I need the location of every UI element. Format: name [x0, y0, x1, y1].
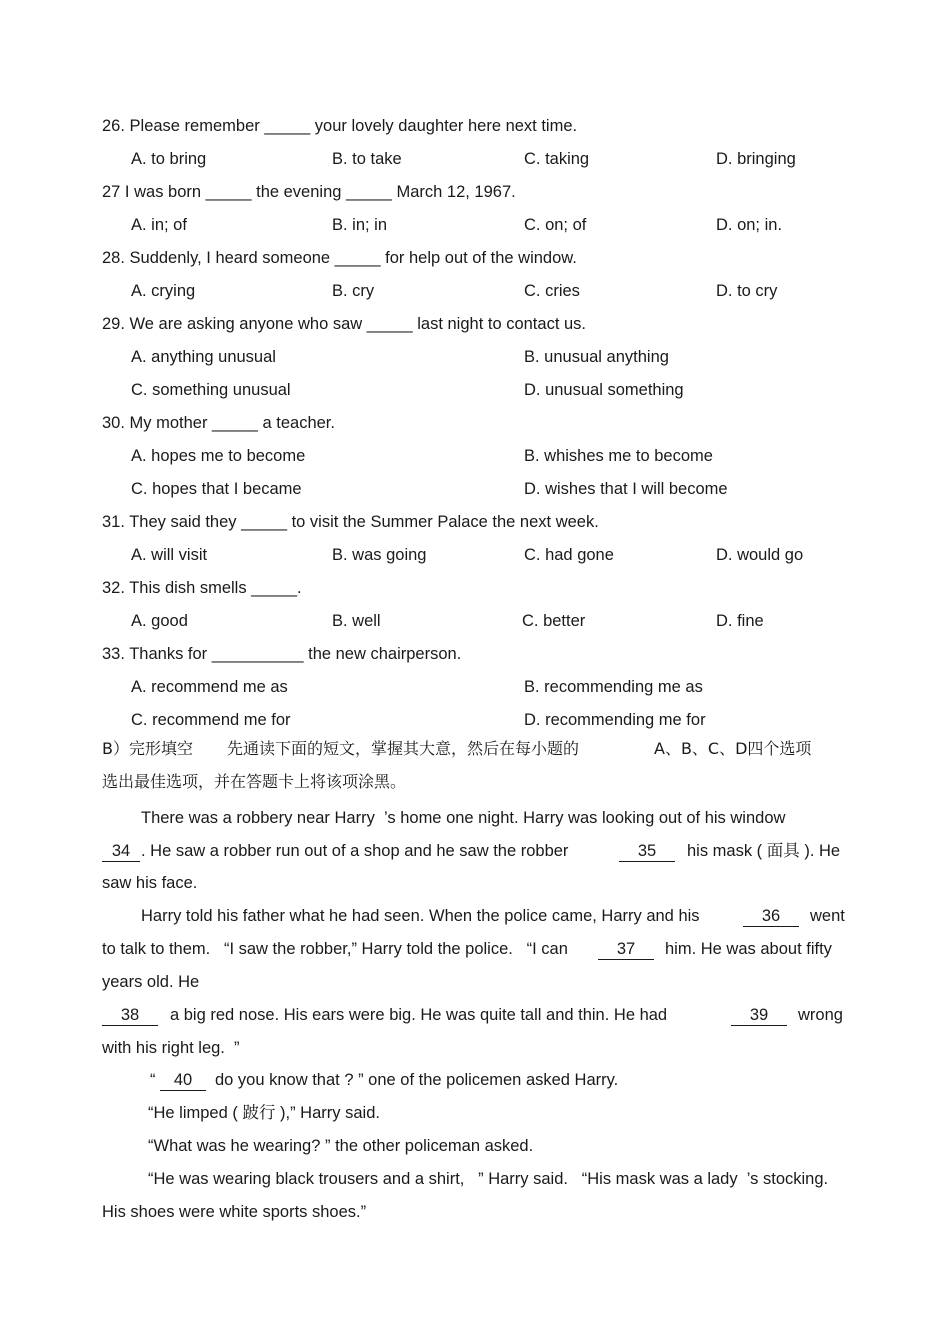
question-26-stem: 26. Please remember _____ your lovely daughter here next time.	[102, 117, 578, 135]
option-29-a: A. anything unusual	[131, 348, 276, 366]
option-28-a: A. crying	[131, 282, 196, 300]
section-b-title: B）完形填空	[102, 739, 193, 758]
section-b-options-note: A、B、C、D四个选项	[654, 739, 812, 758]
option-29-d: D. unusual something	[524, 381, 684, 399]
option-26-d: D. bringing	[716, 150, 796, 168]
option-26-c: C. taking	[524, 150, 590, 168]
question-29-stem: 29. We are asking anyone who saw _____ last night to contact us.	[102, 315, 586, 333]
passage-line: “He was wearing black trousers and a shirt, ” Harry said. “His mask was a lady ’s stocking.	[148, 1170, 829, 1188]
passage-line: with his right leg. ”	[102, 1039, 240, 1057]
passage-line: wrong	[798, 1006, 843, 1024]
option-28-c: C. cries	[524, 282, 580, 300]
passage-quote-mark: “	[150, 1071, 156, 1089]
passage-line: There was a robbery near Harry ’s home one night. Harry was looking out of his window	[141, 809, 786, 827]
blank-35: 35	[619, 841, 675, 862]
blank-36: 36	[743, 906, 799, 927]
passage-line: his mask ( 面具 ). He	[687, 842, 841, 860]
option-31-c: C. had gone	[524, 546, 614, 564]
question-30-stem: 30. My mother _____ a teacher.	[102, 414, 335, 432]
option-26-a: A. to bring	[131, 150, 207, 168]
blank-39: 39	[731, 1005, 787, 1026]
option-33-d: D. recommending me for	[524, 711, 706, 729]
option-30-d: D. wishes that I will become	[524, 480, 728, 498]
passage-line: went	[810, 907, 845, 925]
passage-line: to talk to them. “I saw the robber,” Harry told the police. “I can	[102, 940, 568, 958]
blank-34: 34	[102, 841, 140, 862]
passage-line: “He limped ( 跛行 ),” Harry said.	[148, 1104, 380, 1122]
option-32-d: D. fine	[716, 612, 764, 630]
passage-line: His shoes were white sports shoes.”	[102, 1203, 367, 1221]
passage-line: Harry told his father what he had seen. When the police came, Harry and his	[141, 907, 700, 925]
option-31-a: A. will visit	[131, 546, 208, 564]
option-27-b: B. in; in	[332, 216, 388, 234]
option-32-c: C. better	[522, 612, 586, 630]
option-32-b: B. well	[332, 612, 381, 630]
passage-line: “What was he wearing? ” the other policeman asked.	[148, 1137, 534, 1155]
option-29-b: B. unusual anything	[524, 348, 669, 366]
question-33-stem: 33. Thanks for __________ the new chairperson.	[102, 645, 462, 663]
option-30-c: C. hopes that I became	[131, 480, 302, 498]
option-28-b: B. cry	[332, 282, 375, 300]
option-26-b: B. to take	[332, 150, 402, 168]
section-b-instruction-line2: 选出最佳选项，并在答题卡上将该项涂黑。	[102, 772, 407, 791]
option-27-d: D. on; in.	[716, 216, 783, 234]
question-28-stem: 28. Suddenly, I heard someone _____ for help out of the window.	[102, 249, 577, 267]
option-27-c: C. on; of	[524, 216, 587, 234]
section-b-instruction: 先通读下面的短文，掌握其大意，然后在每小题的	[227, 739, 580, 758]
option-28-d: D. to cry	[716, 282, 778, 300]
option-30-b: B. whishes me to become	[524, 447, 713, 465]
passage-line: years old. He	[102, 973, 200, 991]
option-31-d: D. would go	[716, 546, 804, 564]
passage-line: him. He was about fifty	[665, 940, 832, 958]
blank-37: 37	[598, 939, 654, 960]
passage-line: do you know that ? ” one of the policemen asked Harry.	[215, 1071, 619, 1089]
passage-line: . He saw a robber run out of a shop and he saw the robber	[141, 842, 569, 860]
passage-line: saw his face.	[102, 874, 198, 892]
question-32-stem: 32. This dish smells _____.	[102, 579, 302, 597]
blank-40: 40	[160, 1070, 206, 1091]
question-27-stem: 27 I was born _____ the evening _____ March 12, 1967.	[102, 183, 516, 201]
option-30-a: A. hopes me to become	[131, 447, 306, 465]
passage-line: a big red nose. His ears were big. He was quite tall and thin. He had	[170, 1006, 668, 1024]
option-29-c: C. something unusual	[131, 381, 291, 399]
option-33-c: C. recommend me for	[131, 711, 291, 729]
option-32-a: A. good	[131, 612, 188, 630]
option-27-a: A. in; of	[131, 216, 187, 234]
option-31-b: B. was going	[332, 546, 427, 564]
question-31-stem: 31. They said they _____ to visit the Summer Palace the next week.	[102, 513, 599, 531]
blank-38: 38	[102, 1005, 158, 1026]
option-33-b: B. recommending me as	[524, 678, 703, 696]
option-33-a: A. recommend me as	[131, 678, 288, 696]
